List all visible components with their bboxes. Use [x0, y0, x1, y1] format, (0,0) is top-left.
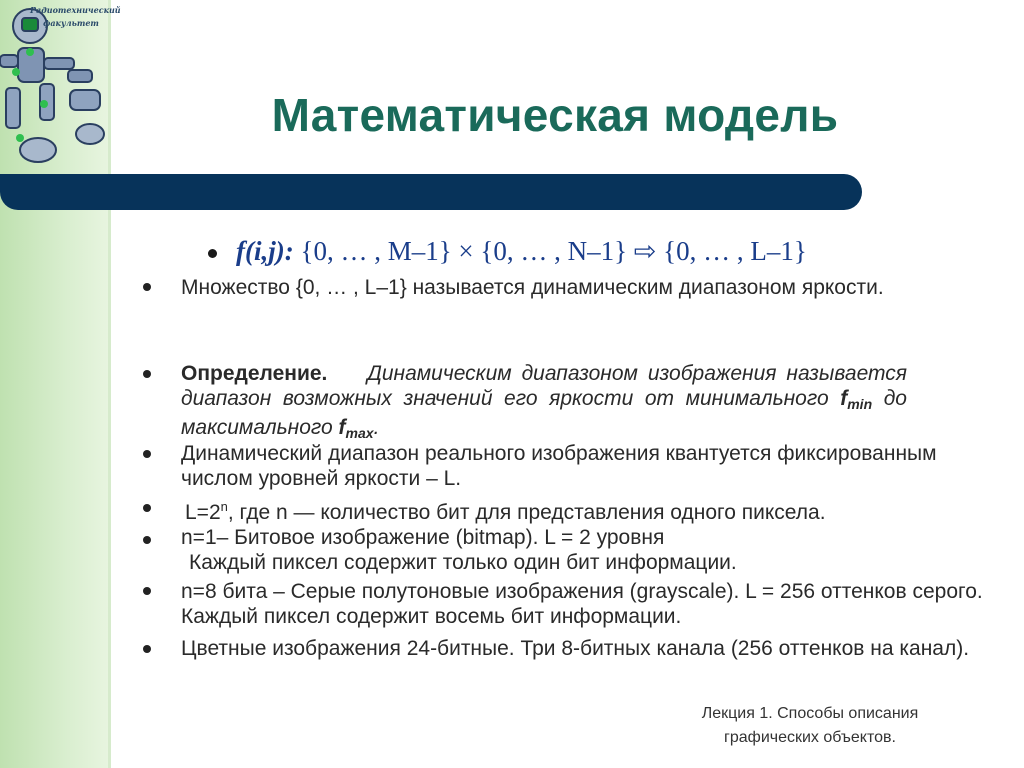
- faculty-logo-text: [30, 4, 121, 30]
- logo-line-2: факультет: [43, 18, 99, 28]
- slide-footer: [660, 702, 960, 750]
- fmin-symbol: f: [840, 386, 848, 410]
- mapping-formula: [236, 236, 807, 267]
- bullet-text-dynamic-range: Множество {0, … , L–1} называется динамическим диапазоном яркости.: [181, 276, 884, 299]
- levels-formula: L=2: [185, 501, 221, 524]
- bullet-text-grayscale: n=8 бита – Серые полутоновые изображения (grayscale). L = 256 оттенков серого. Каждый пиксел содержит восемь бит информации.: [181, 580, 983, 628]
- definition-end: .: [373, 416, 380, 439]
- definition-label: Определение.: [181, 362, 328, 385]
- bullet-dot: [143, 283, 151, 291]
- formula-bullet: [208, 249, 217, 258]
- bullet-dot: [143, 536, 151, 544]
- bullet-dot: [143, 504, 151, 512]
- title-underline-bar: [0, 174, 862, 210]
- levels-text: , где n — количество бит для представления одного пиксела.: [227, 501, 826, 524]
- levels-exponent: n: [220, 499, 228, 514]
- definition-text-2: до максимального: [181, 386, 907, 439]
- bitmap-line-2: Каждый пиксел содержит только один бит информации.: [189, 550, 737, 574]
- footer-line-2: графических объектов.: [724, 729, 896, 746]
- bullet-text-quantization: Динамический диапазон реального изображения квантуется фиксированным числом уровней яркости – L.: [181, 442, 937, 490]
- logo-line-1: Радиотехнический: [30, 5, 121, 15]
- bullet-dot: [143, 645, 151, 653]
- fmax-symbol: f: [338, 416, 346, 439]
- bullet-dot: [143, 450, 151, 458]
- bullet-text-definition: [181, 362, 907, 446]
- formula-expression: {0, … , M–1} × {0, … , N–1} ⇨ {0, … , L–1}: [300, 236, 807, 266]
- footer-line-1: Лекция 1. Способы описания: [701, 705, 919, 722]
- formula-colon: :: [284, 236, 294, 266]
- bullet-dot: [143, 587, 151, 595]
- fmin-subscript: min: [847, 395, 873, 412]
- formula-function: f(i,j): [236, 236, 285, 266]
- bullet-text-bitmap: [181, 526, 1011, 575]
- bitmap-line-1: n=1– Битовое изображение (bitmap). L = 2 уровня: [181, 526, 665, 549]
- fmax-subscript: max: [345, 425, 374, 441]
- definition-text: Динамическим диапазоном изображения называется диапазон возможных значений его яркости от минимального: [181, 362, 907, 410]
- bullet-dot: [143, 370, 151, 378]
- bullet-text-levels: [185, 495, 1015, 526]
- bullet-text-color: Цветные изображения 24-битные. Три 8-битных канала (256 оттенков на канал).: [181, 637, 970, 660]
- slide-title: Математическая модель: [271, 89, 839, 141]
